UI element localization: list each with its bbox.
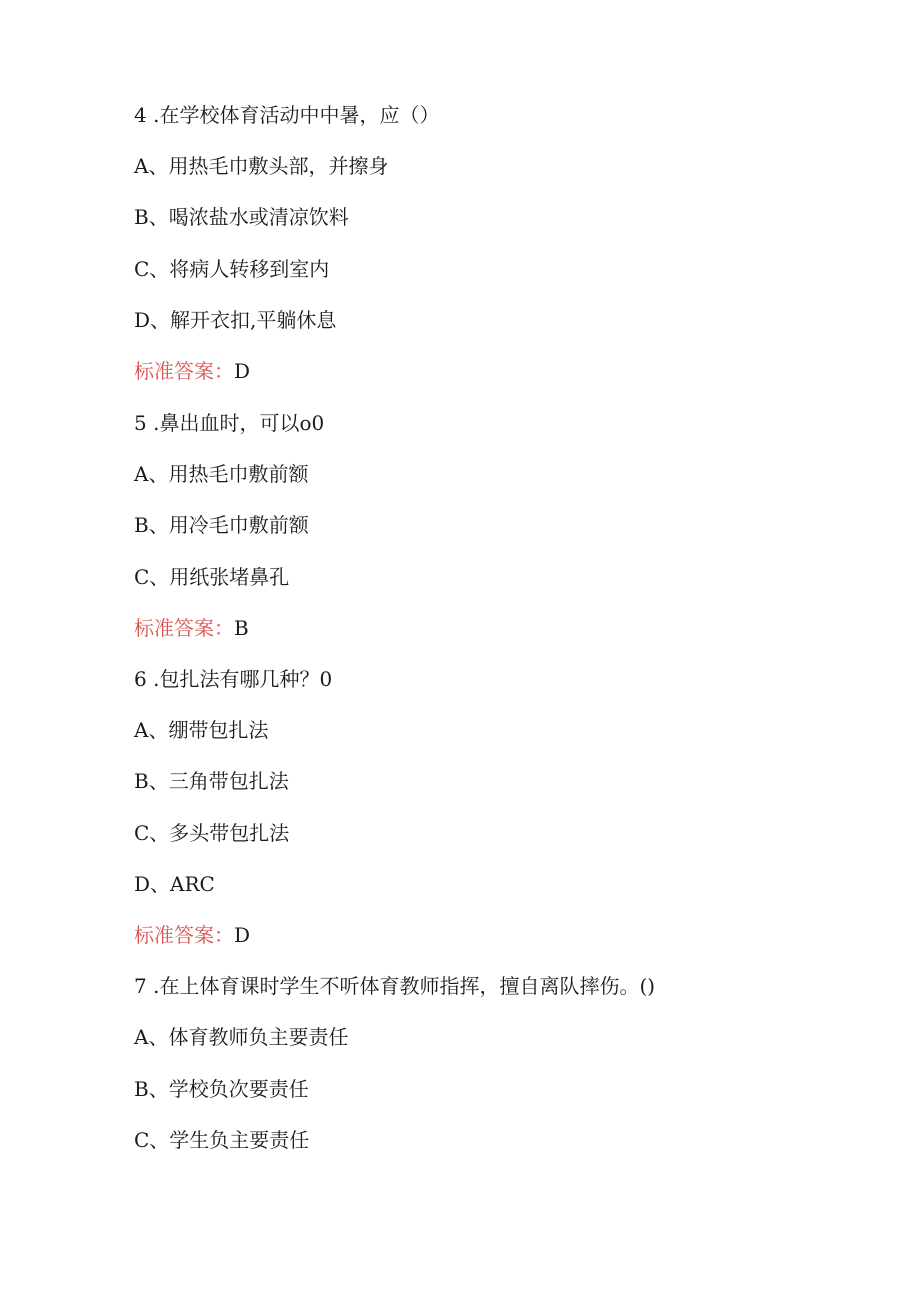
answer-value: D	[234, 923, 251, 947]
answer-value: D	[234, 359, 251, 383]
question-5-stem: 5 .鼻出血时，可以o0	[134, 411, 325, 435]
answer-value: B	[234, 616, 249, 640]
question-6-option-c: C、多头带包扎法	[134, 821, 290, 845]
question-6-stem: 6 .包扎法有哪几种？0	[134, 667, 333, 691]
question-5-option-b: B、用冷毛巾敷前额	[134, 513, 309, 537]
question-7-option-c: C、学生负主要责任	[134, 1128, 310, 1152]
answer-label: 标准答案：	[134, 616, 234, 640]
question-5-option-a: A、用热毛巾敷前额	[134, 462, 309, 486]
question-4-option-a: A、用热毛巾敷头部，并擦身	[134, 154, 389, 178]
question-4-answer	[134, 358, 250, 384]
question-6-answer	[134, 922, 250, 948]
question-4-option-b: B、喝浓盐水或清凉饮料	[134, 205, 349, 229]
question-4-option-c: C、将病人转移到室内	[134, 257, 330, 281]
answer-label: 标准答案：	[134, 359, 234, 383]
question-5-option-c: C、用纸张堵鼻孔	[134, 565, 290, 589]
question-6-option-d: D、ARC	[134, 872, 215, 896]
question-4-option-d: D、解开衣扣,平躺休息	[134, 308, 337, 332]
answer-label: 标准答案：	[134, 923, 234, 947]
question-4-stem: 4 .在学校体育活动中中暑，应（）	[134, 103, 440, 127]
question-7-option-b: B、学校负次要责任	[134, 1077, 309, 1101]
question-7-stem: 7 .在上体育课时学生不听体育教师指挥，擅自离队摔伤。()	[134, 974, 656, 998]
question-6-option-b: B、三角带包扎法	[134, 769, 289, 793]
question-7-option-a: A、体育教师负主要责任	[134, 1025, 349, 1049]
question-6-option-a: A、绷带包扎法	[134, 718, 269, 742]
question-5-answer	[134, 615, 249, 641]
